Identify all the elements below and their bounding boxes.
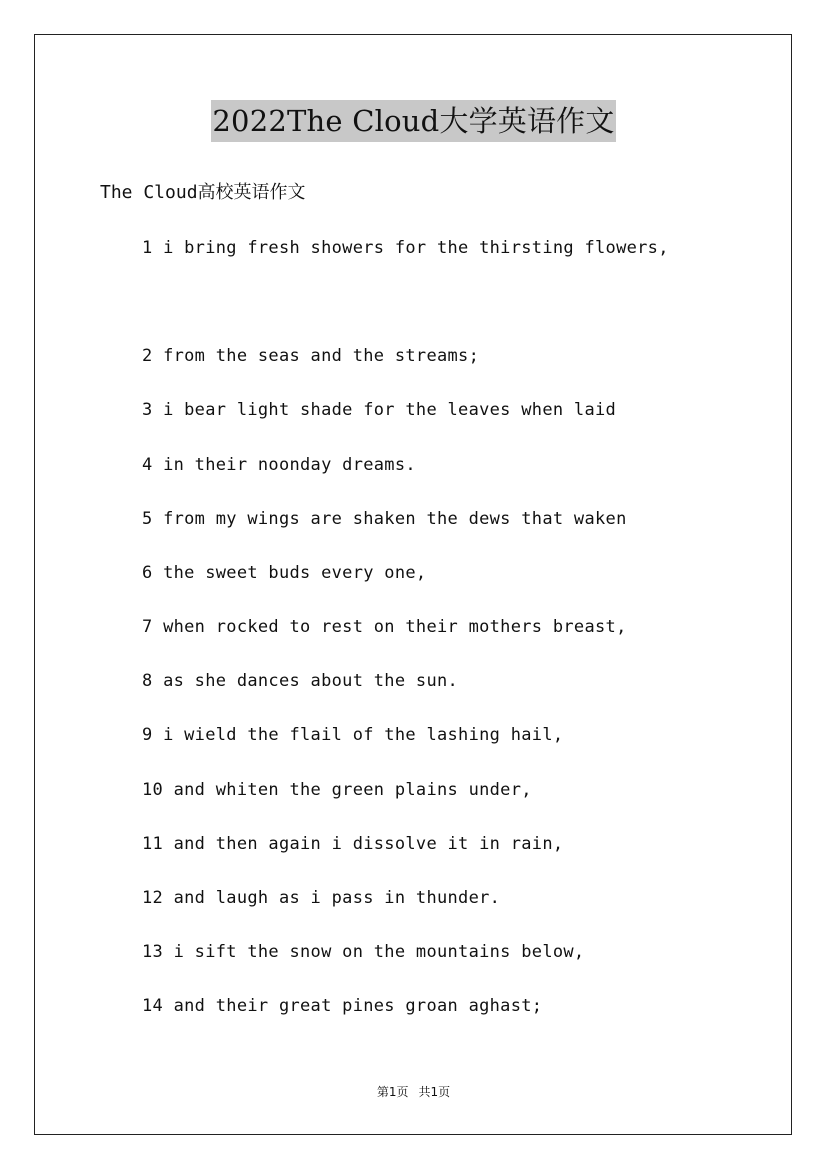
poem-line: 14 and their great pines groan aghast; xyxy=(142,996,543,1016)
poem-line: 7 when rocked to rest on their mothers breast, xyxy=(142,617,627,637)
title-container xyxy=(0,100,827,142)
poem-line: 9 i wield the flail of the lashing hail, xyxy=(142,725,564,745)
page-footer xyxy=(0,1083,827,1101)
poem-line: 10 and whiten the green plains under, xyxy=(142,780,532,800)
poem-line: 5 from my wings are shaken the dews that waken xyxy=(142,509,627,529)
poem-line: 2 from the seas and the streams; xyxy=(142,346,480,366)
poem-line: 11 and then again i dissolve it in rain, xyxy=(142,834,564,854)
poem-line: 4 in their noonday dreams. xyxy=(142,455,416,475)
poem-line: 13 i sift the snow on the mountains below, xyxy=(142,942,585,962)
poem-line: 6 the sweet buds every one, xyxy=(142,563,427,583)
page-number: 第1页 xyxy=(376,1085,409,1099)
poem-line: 12 and laugh as i pass in thunder. xyxy=(142,888,501,908)
page-total: 共1页 xyxy=(418,1085,451,1099)
poem-line: 8 as she dances about the sun. xyxy=(142,671,459,691)
poem-line: 1 i bring fresh showers for the thirsting flowers, xyxy=(142,238,669,258)
document-subtitle: The Cloud高校英语作文 xyxy=(100,182,306,203)
poem-line: 3 i bear light shade for the leaves when laid xyxy=(142,400,617,420)
document-title: 2022The Cloud大学英语作文 xyxy=(211,100,615,142)
